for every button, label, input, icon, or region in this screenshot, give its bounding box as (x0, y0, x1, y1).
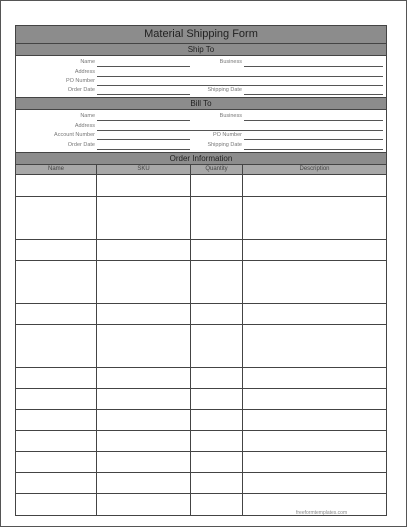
quantity-cell[interactable] (191, 431, 243, 451)
bill-to-account-number-field[interactable] (97, 131, 190, 140)
column-header-quantity: Quantity (191, 165, 243, 174)
bill-to-name-label: Name (80, 113, 95, 119)
quantity-cell[interactable] (191, 304, 243, 324)
description-cell[interactable] (243, 175, 386, 196)
bill-to-row-3 (16, 131, 386, 141)
material-shipping-form (15, 25, 387, 516)
bill-to-business-label: Business (219, 113, 242, 119)
form-title: Material Shipping Form (16, 26, 386, 44)
sku-cell[interactable] (97, 410, 191, 430)
sku-cell[interactable] (97, 197, 191, 239)
description-cell[interactable] (243, 304, 386, 324)
quantity-cell[interactable] (191, 494, 243, 515)
name-cell[interactable] (16, 325, 97, 367)
bill-to-order-date-field[interactable] (97, 141, 190, 150)
footer-credit: freeformtemplates.com (296, 510, 348, 516)
quantity-cell[interactable] (191, 197, 243, 239)
ship-to-shipping-date-field[interactable] (244, 86, 383, 95)
column-header-description: Description (299, 166, 330, 172)
bill-to-business-field[interactable] (244, 112, 383, 121)
name-cell[interactable] (16, 175, 97, 196)
ship-to-row-1 (16, 58, 386, 68)
table-row (16, 431, 386, 452)
ship-to-header: Ship To (16, 44, 386, 56)
description-cell[interactable] (243, 473, 386, 493)
description-cell[interactable] (243, 325, 386, 367)
order-information-header: Order Information (16, 153, 386, 165)
table-row (16, 240, 386, 261)
name-cell[interactable] (16, 261, 97, 303)
quantity-cell[interactable] (191, 175, 243, 196)
description-cell[interactable] (243, 431, 386, 451)
ship-to-block (16, 56, 386, 98)
description-cell[interactable] (243, 452, 386, 472)
ship-to-business-label: Business (219, 59, 242, 65)
table-row (16, 410, 386, 431)
name-cell[interactable] (16, 452, 97, 472)
bill-to-name-field[interactable] (97, 112, 190, 121)
bill-to-shipping-date-field[interactable] (244, 141, 383, 150)
ship-to-row-4 (16, 86, 386, 96)
ship-to-shipping-date-label: Shipping Date (207, 87, 242, 93)
quantity-cell[interactable] (191, 452, 243, 472)
column-header-sku: SKU (97, 165, 191, 174)
description-cell[interactable] (243, 240, 386, 260)
bill-to-address-field[interactable] (97, 122, 383, 131)
sku-cell[interactable] (97, 431, 191, 451)
bill-to-block (16, 110, 386, 153)
sku-cell[interactable] (97, 261, 191, 303)
table-row (16, 197, 386, 240)
sku-cell[interactable] (97, 494, 191, 515)
name-cell[interactable] (16, 410, 97, 430)
ship-to-address-label: Address (74, 69, 95, 75)
quantity-cell[interactable] (191, 389, 243, 409)
name-cell[interactable] (16, 240, 97, 260)
name-cell[interactable] (16, 431, 97, 451)
order-table-header (16, 165, 386, 175)
bill-to-row-4 (16, 141, 386, 151)
quantity-cell[interactable] (191, 410, 243, 430)
description-cell[interactable] (243, 197, 386, 239)
table-row (16, 473, 386, 494)
name-cell[interactable] (16, 473, 97, 493)
table-row (16, 175, 386, 197)
quantity-cell[interactable] (191, 368, 243, 388)
ship-to-name-label: Name (80, 59, 95, 65)
sku-cell[interactable] (97, 175, 191, 196)
name-cell[interactable] (16, 494, 97, 515)
name-cell[interactable] (16, 389, 97, 409)
ship-to-name-field[interactable] (97, 58, 190, 67)
sku-cell[interactable] (97, 240, 191, 260)
ship-to-order-date-field[interactable] (97, 86, 190, 95)
quantity-cell[interactable] (191, 261, 243, 303)
bill-to-account-number-label: Account Number (54, 132, 95, 138)
quantity-cell[interactable] (191, 473, 243, 493)
bill-to-row-1 (16, 112, 386, 122)
ship-to-business-field[interactable] (244, 58, 383, 67)
table-row (16, 389, 386, 410)
table-row (16, 452, 386, 473)
name-cell[interactable] (16, 368, 97, 388)
ship-to-po-number-field[interactable] (97, 77, 383, 86)
order-table-body (16, 175, 386, 515)
ship-to-order-date-label: Order Date (67, 87, 95, 93)
table-row (16, 304, 386, 325)
name-cell[interactable] (16, 197, 97, 239)
ship-to-address-field[interactable] (97, 68, 383, 77)
bill-to-header: Bill To (16, 98, 386, 110)
quantity-cell[interactable] (191, 240, 243, 260)
table-row (16, 368, 386, 389)
sku-cell[interactable] (97, 452, 191, 472)
description-cell[interactable] (243, 410, 386, 430)
table-row (16, 261, 386, 304)
description-cell[interactable] (243, 368, 386, 388)
description-cell[interactable] (243, 261, 386, 303)
sku-cell[interactable] (97, 389, 191, 409)
bill-to-address-label: Address (74, 123, 95, 129)
bill-to-po-number-label: PO Number (212, 132, 242, 138)
ship-to-po-number-label: PO Number (65, 78, 95, 84)
name-cell[interactable] (16, 304, 97, 324)
sku-cell[interactable] (97, 368, 191, 388)
bill-to-shipping-date-label: Shipping Date (207, 142, 242, 148)
description-cell[interactable] (243, 389, 386, 409)
sku-cell[interactable] (97, 473, 191, 493)
quantity-cell[interactable] (191, 325, 243, 367)
bill-to-order-date-label: Order Date (67, 142, 95, 148)
bill-to-po-number-field[interactable] (244, 131, 383, 140)
column-header-name: Name (16, 165, 97, 174)
sku-cell[interactable] (97, 325, 191, 367)
table-row (16, 325, 386, 368)
sku-cell[interactable] (97, 304, 191, 324)
